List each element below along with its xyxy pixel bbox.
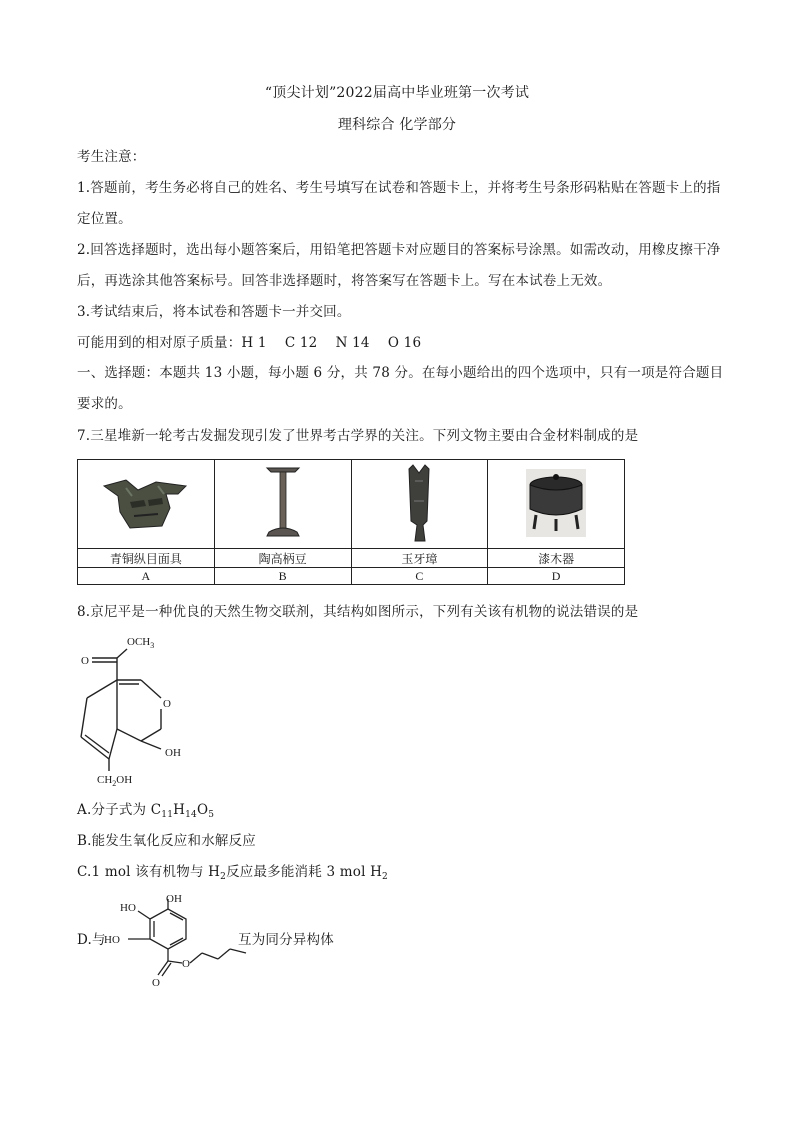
notice-item-3: 3.考试结束后，将本试卷和答题卡一并交回。 bbox=[77, 304, 351, 320]
question-8-option-d-prefix: D.与 bbox=[77, 932, 106, 948]
notice-item-1-line-2: 定位置。 bbox=[77, 211, 132, 227]
exam-title: “顶尖计划”2022届高中毕业班第一次考试 bbox=[264, 85, 530, 101]
option-c-sub-2: 2 bbox=[382, 872, 388, 882]
notice-item-2-line-1: 2.回答选择题时，选出每小题答案后，用铅笔把答题卡对应题目的答案标号涂黑。如需改动，用橡皮擦干净 bbox=[77, 242, 721, 258]
label-carbonyl-o: O bbox=[81, 655, 89, 667]
question-7-stem: 7.三星堆新一轮考古发掘发现引发了世界考古学界的关注。下列文物主要由合金材料制成的是 bbox=[77, 428, 639, 444]
exam-subtitle: 理科综合 化学部分 bbox=[337, 117, 457, 133]
jade-blade-image bbox=[359, 461, 479, 545]
option-c-caption: 玉牙璋 bbox=[351, 549, 488, 568]
question-8-option-b: B.能发生氧化反应和水解反应 bbox=[77, 833, 257, 849]
option-a-o: O bbox=[196, 802, 209, 818]
notice-item-1-line-1: 1.答题前，考生务必将自己的姓名、考生号填写在试卷和答题卡上，并将考生号条形码粘贴在答题卡上的指 bbox=[77, 180, 721, 196]
label-ring-o: O bbox=[163, 698, 171, 710]
label-och3: $OCH_3$ bbox=[127, 636, 155, 650]
gallate-label-ester-o: O bbox=[182, 958, 190, 970]
pottery-stem-cup-image bbox=[223, 462, 343, 544]
gallate-label-ho-top: HO bbox=[120, 902, 136, 914]
option-c-letter: C bbox=[351, 568, 488, 585]
lacquerware-image bbox=[496, 463, 616, 543]
option-a-letter: A bbox=[78, 568, 215, 585]
gallate-label-oh-top: OH bbox=[166, 893, 182, 905]
option-b-letter: B bbox=[214, 568, 351, 585]
bronze-mask-image bbox=[86, 468, 206, 538]
question-8-option-a bbox=[77, 801, 214, 819]
section-1-intro-line-1: 一、选择题：本题共 13 小题，每小题 6 分，共 78 分。在每小题给出的四个选项中，只有一项是符合题目 bbox=[77, 365, 724, 381]
gallate-label-ho-left: HO bbox=[104, 934, 120, 946]
option-c-sub-1: 2 bbox=[220, 872, 227, 882]
option-d-image-cell bbox=[488, 460, 625, 549]
gallate-label-carbonyl-o: O bbox=[152, 977, 160, 988]
option-b-image-cell bbox=[214, 460, 351, 549]
option-a-sub-c: 11 bbox=[161, 810, 174, 820]
option-d-letter: D bbox=[488, 568, 625, 585]
option-a-text: A.分子式为 C bbox=[77, 802, 162, 818]
atomic-mass-line: 可能用到的相对原子质量：H 1 C 12 N 14 O 16 bbox=[77, 335, 422, 351]
notice-item-2-line-2: 后，再选涂其他答案标号。回答非选择题时，将答案写在答题卡上。写在本试卷上无效。 bbox=[77, 273, 612, 289]
label-ch2oh: $CH_2OH$ bbox=[97, 774, 133, 788]
question-8-option-d-suffix: 互为同分异构体 bbox=[238, 932, 334, 948]
genipin-structure-diagram bbox=[77, 625, 257, 790]
question-8-option-c bbox=[77, 863, 388, 881]
option-a-sub-o: 5 bbox=[208, 810, 215, 820]
option-c-image-cell bbox=[351, 460, 488, 549]
option-a-sub-h: 14 bbox=[185, 810, 197, 820]
label-oh: OH bbox=[165, 747, 181, 759]
section-1-intro-line-2: 要求的。 bbox=[77, 396, 132, 412]
question-7-options-table bbox=[77, 459, 625, 585]
question-8-stem: 8.京尼平是一种优良的天然生物交联剂，其结构如图所示，下列有关该有机物的说法错误的是 bbox=[77, 604, 639, 620]
option-a-h: H bbox=[173, 802, 186, 818]
option-b-caption: 陶高柄豆 bbox=[214, 549, 351, 568]
gallate-ester-structure bbox=[98, 893, 258, 988]
option-c-text-2: 反应最多能消耗 3 mol H bbox=[226, 864, 383, 880]
option-a-image-cell bbox=[78, 460, 215, 549]
option-d-caption: 漆木器 bbox=[488, 549, 625, 568]
option-a-caption: 青铜纵目面具 bbox=[78, 549, 215, 568]
notice-heading: 考生注意： bbox=[77, 149, 146, 165]
option-c-text: C.1 mol 该有机物与 H bbox=[77, 864, 221, 880]
